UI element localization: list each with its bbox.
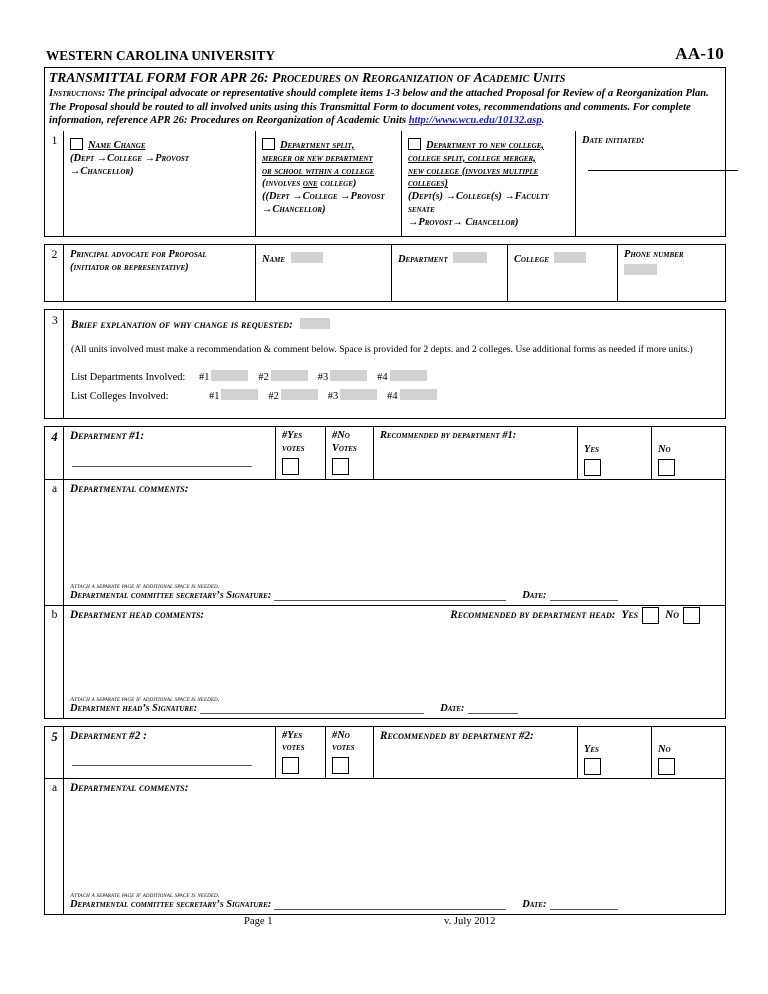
coll-input-2[interactable]	[281, 389, 318, 400]
section-4-recommend-no-label: No	[658, 444, 671, 456]
section-5-yes-votes-input[interactable]	[282, 757, 299, 774]
section-2-row	[45, 245, 725, 301]
section-3-heading: Brief explanation of why change is requested:	[71, 319, 293, 332]
coll-marker-4: #4	[387, 391, 398, 403]
section-4b-yes-label: Yes	[621, 608, 639, 621]
option-department-split-scope: (involves one college)	[262, 178, 357, 190]
section-1-row	[45, 131, 725, 236]
option-new-college-label-2: college split, college merger,	[408, 152, 536, 164]
title-and-section1-frame	[44, 67, 726, 237]
section-5-department-label: Department #2 :	[70, 729, 147, 742]
section-5a-row	[45, 778, 725, 914]
section-4-number: 4	[51, 430, 58, 445]
section-4b-row	[45, 605, 725, 718]
section-4-no-votes-cell	[325, 427, 373, 479]
name-input[interactable]	[291, 252, 323, 263]
section-4-recommend-no-checkbox[interactable]	[658, 459, 675, 476]
option-department-split-label-1: Department split,	[280, 139, 355, 151]
section-4-no-votes-label-2: Votes	[332, 442, 357, 454]
name-label: Name	[262, 254, 286, 266]
coll-marker-3: #3	[327, 391, 339, 403]
footer-page-number: Page 1	[244, 916, 273, 927]
section-4b-no-checkbox[interactable]	[683, 607, 700, 624]
section-5-recommend-no-cell[interactable]	[651, 727, 725, 779]
form-title	[49, 70, 721, 86]
option-department-split-path-1: ((Dept →College →Provost	[262, 191, 385, 203]
section-3-note: (All units involved must make a recommendation & comment below. Space is provided for 2 depts. and 2 colleges. Use additional forms as needed if more units.)	[71, 344, 693, 356]
option-name-change-label: Name Change	[88, 139, 146, 151]
section-4b-body[interactable]	[63, 606, 725, 718]
section-4b-no-label: No	[665, 608, 679, 621]
section-3-number: 3	[52, 315, 58, 328]
option-new-college-label-4: colleges)	[408, 178, 449, 190]
section-5a-date-input[interactable]	[550, 909, 618, 910]
phone-label: Phone number	[624, 249, 684, 261]
section-3-frame	[44, 309, 726, 419]
title-block	[45, 68, 725, 131]
department-label: Department	[398, 254, 448, 266]
section-4b-recommended-label: Recommended by department head:	[450, 608, 616, 621]
phone-input[interactable]	[624, 264, 657, 275]
section-5a-signature-row	[70, 899, 720, 912]
section-2-name-cell	[255, 245, 391, 301]
section-2-frame	[44, 244, 726, 302]
section-4-no-votes-label-1: #No	[332, 430, 350, 442]
section-4b-yes-checkbox[interactable]	[642, 607, 659, 624]
dept-input-1[interactable]	[211, 370, 248, 381]
dept-marker-4: #4	[377, 372, 388, 384]
section-5-recommend-no-checkbox[interactable]	[658, 758, 675, 775]
section-2-department-cell	[391, 245, 507, 301]
section-4-department-label: Department #1:	[70, 430, 145, 443]
section-3-body	[63, 310, 725, 418]
checkbox-department-split[interactable]	[262, 138, 275, 150]
section-3-heading-row	[71, 315, 718, 333]
section-5a-heading: Departmental comments:	[70, 782, 189, 795]
option-department-split-path-2: →Chancellor)	[262, 204, 326, 216]
coll-input-3[interactable]	[340, 389, 377, 400]
section-5-department-cell	[63, 727, 275, 779]
section-5a-signature-input[interactable]	[274, 909, 506, 910]
form-title-main: TRANSMITTAL FORM FOR APR 26:	[49, 70, 269, 85]
section-1-number: 1	[51, 134, 58, 147]
section-4b-marker: b	[51, 608, 58, 621]
section-5-recommended-label: Recommended by department #2:	[380, 729, 534, 742]
section-4a-attach-note: Attach a separate page if additional space is needed.	[70, 582, 220, 590]
section-5-no-votes-label-2: votes	[332, 742, 355, 754]
page-header	[44, 44, 726, 67]
section-5-recommend-no-label: No	[658, 743, 671, 755]
footer-version: v. July 2012	[444, 916, 496, 927]
option-department-split-label-3: or school within a college	[262, 165, 375, 177]
instructions-text: The principal advocate or representative should complete items 1-3 below and the attached Proposal for Review of a Reorganization Plan. The Proposal should be routed to all involved units using this Transmittal Form to document votes, recommendations and comments. For complete information, reference APR 26: Procedures on Reorganization of Academic Units	[49, 88, 709, 127]
section-2-number: 2	[51, 249, 58, 262]
section-4-yes-votes-label-1: #Yes	[282, 430, 303, 442]
section-5a-body[interactable]	[63, 779, 725, 914]
section-4b-comment-area[interactable]	[70, 624, 720, 696]
section-1-option-new-college[interactable]	[401, 131, 575, 236]
section-5-recommend-yes-label: Yes	[584, 743, 599, 755]
date-initiated-input[interactable]	[588, 170, 738, 171]
section-4-recommend-yes-cell[interactable]	[577, 427, 651, 479]
section-5-department-input[interactable]	[72, 765, 252, 766]
section-5-header-row	[45, 727, 725, 779]
section-4a-signature-input[interactable]	[274, 600, 506, 601]
policy-url-link[interactable]: http://www.wcu.edu/10132.asp	[408, 115, 542, 127]
section-4b-recommended-row	[450, 609, 720, 624]
coll-input-4[interactable]	[400, 389, 437, 400]
option-department-split-emphasis: one	[302, 178, 318, 190]
departments-involved-row	[71, 370, 718, 383]
section-4-recommend-yes-checkbox[interactable]	[584, 459, 601, 476]
option-new-college-label-3: new college (involves multiple	[408, 165, 539, 177]
date-initiated-label: Date initiated:	[582, 134, 645, 146]
section-4a-body[interactable]	[63, 480, 725, 605]
option-name-change-path: (Dept →College →Provost →Chancellor)	[70, 152, 190, 177]
form-title-rest: Procedures on Reorganization of Academic Units	[271, 70, 566, 85]
section-5-yes-votes-cell	[275, 727, 325, 779]
section-3-row	[45, 310, 725, 418]
option-new-college-path-1: (Dept(s) →College(s) →Faculty senate	[408, 191, 549, 216]
section-4-department-input[interactable]	[72, 466, 252, 467]
option-new-college-path-2: →Provost→ Chancellor)	[408, 217, 519, 229]
section-4-no-votes-input[interactable]	[332, 458, 349, 475]
section-4a-date-label: Date:	[522, 589, 547, 601]
college-input[interactable]	[554, 252, 586, 263]
section-4-recommend-no-cell[interactable]	[651, 427, 725, 479]
section-4a-signature-label: Departmental committee secretary’s Signature:	[70, 589, 272, 601]
section-5-number: 5	[51, 729, 58, 744]
section-4a-signature-row	[70, 590, 720, 603]
section-5a-marker: a	[51, 782, 58, 795]
section-5a-date-label: Date:	[522, 899, 547, 911]
section-4-recommended-label: Recommended by department #1:	[380, 430, 517, 442]
section-4-recommend-yes-label: Yes	[584, 444, 599, 456]
coll-input-1[interactable]	[221, 389, 258, 400]
section-4b-signature-input[interactable]	[200, 713, 424, 714]
section-5a-attach-note: Attach a separate page if additional space is needed.	[70, 892, 220, 900]
colleges-involved-row	[71, 389, 718, 402]
section-4a-marker: a	[51, 482, 58, 495]
dept-marker-1: #1	[199, 372, 210, 384]
section-2-phone-cell	[617, 245, 725, 301]
section-1-option-department-split[interactable]	[255, 131, 401, 236]
section-5-no-votes-input[interactable]	[332, 757, 349, 774]
dept-marker-2: #2	[258, 372, 269, 384]
section-3-heading-input[interactable]	[300, 318, 330, 329]
section-5a-comment-area[interactable]	[70, 796, 720, 892]
section-2-college-cell	[507, 245, 617, 301]
section-4-yes-votes-label-2: votes	[282, 442, 305, 454]
university-name: WESTERN CAROLINA UNIVERSITY	[46, 48, 276, 63]
coll-marker-2: #2	[268, 391, 279, 403]
dept-input-2[interactable]	[271, 370, 308, 381]
section-4b-date-input[interactable]	[468, 713, 518, 714]
section-4-yes-votes-input[interactable]	[282, 458, 299, 475]
section-1-option-name-change[interactable]	[63, 131, 255, 236]
section-4b-heading-row	[70, 609, 720, 624]
section-4-yes-votes-cell	[275, 427, 325, 479]
coll-marker-1: #1	[209, 391, 220, 403]
colleges-involved-label: List Colleges Involved:	[71, 391, 169, 403]
advocate-label-line2: (initiator or representative)	[70, 261, 189, 273]
instructions: Instructions: The principal advocate or representative should complete items 1-3 below and the attached Proposal for Review of a Reorganization Plan. The Proposal should be routed to all involved units using this Transmittal Form to document votes, recommendations and comments. For complete information, reference APR 26: Procedures on Reorganization of Academic Units http://www.wcu.edu/10132.asp.	[49, 88, 709, 127]
instructions-lead: Instructions:	[49, 88, 106, 100]
section-4a-comment-area[interactable]	[70, 497, 720, 583]
section-5-recommend-yes-checkbox[interactable]	[584, 758, 601, 775]
section-4a-date-input[interactable]	[550, 600, 618, 601]
advocate-label-line1: Principal advocate for Proposal	[70, 249, 207, 261]
section-4-department-cell	[63, 427, 275, 479]
section-5-yes-votes-label-2: votes	[282, 742, 305, 754]
dept-input-4[interactable]	[390, 370, 427, 381]
section-4b-date-label: Date:	[440, 702, 465, 714]
section-4-frame	[44, 426, 726, 719]
department-input[interactable]	[453, 252, 487, 263]
section-4a-heading: Departmental comments:	[70, 482, 189, 495]
section-4b-attach-note: Attach a separate page if additional space is needed.	[70, 695, 220, 703]
dept-input-3[interactable]	[330, 370, 367, 381]
section-4b-signature-label: Department head’s Signature:	[70, 702, 198, 714]
section-4a-row	[45, 479, 725, 605]
section-1-date-initiated	[575, 131, 743, 236]
form-code: AA-10	[675, 44, 724, 63]
section-5a-signature-label: Departmental committee secretary’s Signature:	[70, 899, 272, 911]
departments-involved-label: List Departments Involved:	[71, 372, 186, 384]
section-4-header-row	[45, 427, 725, 479]
section-5-recommended-cell	[373, 727, 577, 779]
section-4b-signature-row	[70, 703, 720, 716]
section-5-no-votes-label-1: #No	[332, 729, 350, 741]
form-page	[44, 44, 726, 915]
option-new-college-label-1: Department to new college,	[426, 139, 544, 151]
college-label: College	[514, 254, 549, 266]
section-4-recommended-cell	[373, 427, 577, 479]
section-5-yes-votes-label-1: #Yes	[282, 729, 303, 741]
checkbox-name-change[interactable]	[70, 138, 83, 150]
section-2-advocate-label	[63, 245, 255, 301]
dept-marker-3: #3	[317, 372, 329, 384]
section-4b-heading: Department head comments:	[70, 608, 205, 621]
section-5-no-votes-cell	[325, 727, 373, 779]
checkbox-new-college[interactable]	[408, 138, 421, 150]
section-5-recommend-yes-cell[interactable]	[577, 727, 651, 779]
section-5-frame	[44, 726, 726, 916]
option-new-college-emphasis: multiple	[502, 165, 539, 177]
option-department-split-label-2: merger or new department	[262, 152, 373, 164]
